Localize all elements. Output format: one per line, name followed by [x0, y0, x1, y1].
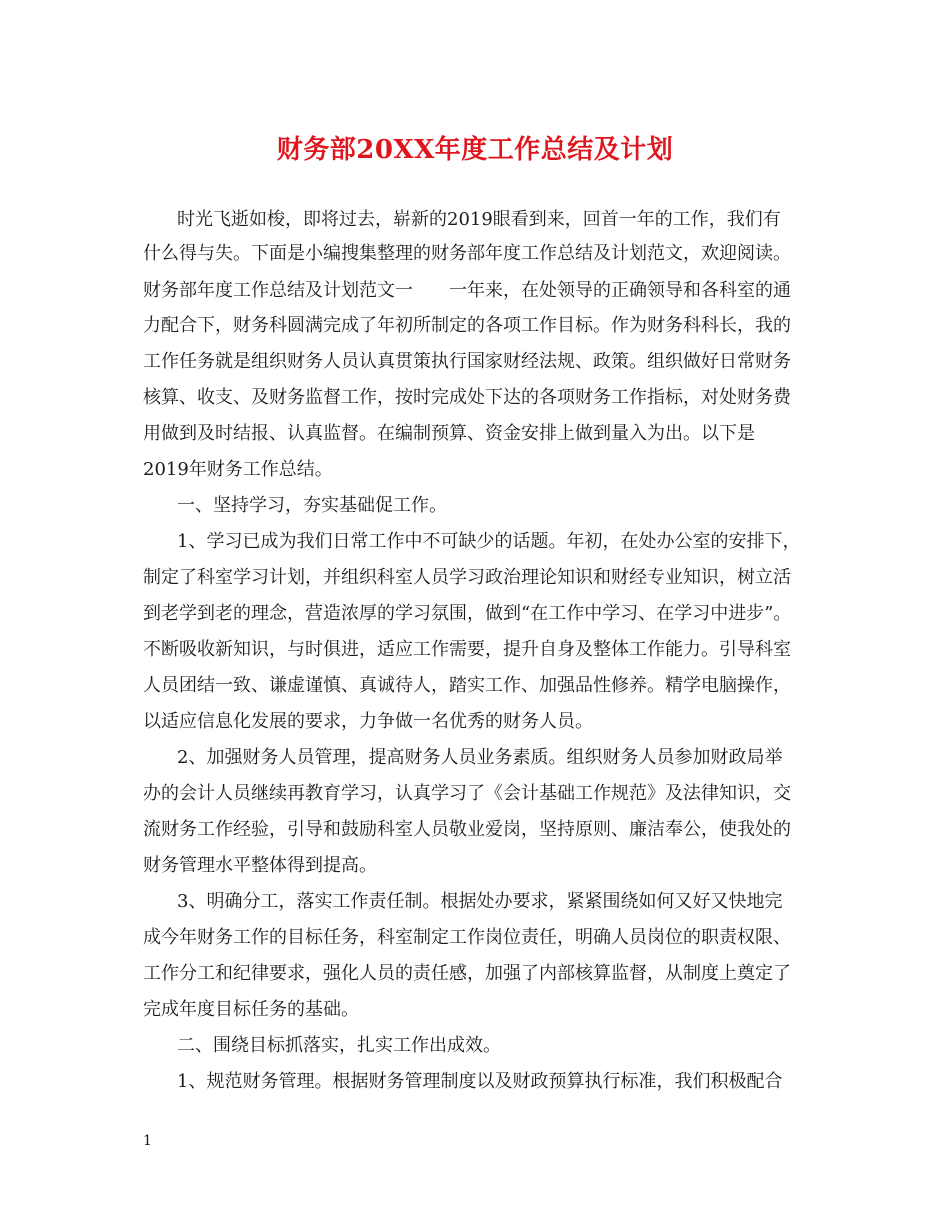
paragraph-line: 完成年度目标任务的基础。	[143, 999, 359, 1020]
paragraph-line: 成今年财务工作的目标任务，科室制定工作岗位责任，明确人员岗位的职责权限、	[143, 927, 791, 948]
paragraph-line: 什么得与失。下面是小编搜集整理的财务部年度工作总结及计划范文，欢迎阅读。	[143, 243, 791, 264]
paragraph-line: 制定了科室学习计划，并组织科室人员学习政治理论知识和财经专业知识，树立活	[143, 567, 791, 588]
paragraph-line: 工作任务就是组织财务人员认真贯策执行国家财经法规、政策。组织做好日常财务	[143, 351, 791, 372]
paragraph-line: 力配合下，财务科圆满完成了年初所制定的各项工作目标。作为财务科科长，我的	[143, 315, 791, 336]
section-heading: 二、围绕目标抓落实，扎实工作出成效。	[177, 1035, 501, 1056]
paragraph-line: 流财务工作经验，引导和鼓励科室人员敬业爱岗，坚持原则、廉洁奉公，使我处的	[143, 819, 791, 840]
paragraph-line: 以适应信息化发展的要求，力争做一名优秀的财务人员。	[143, 711, 593, 732]
paragraph-line: 办的会计人员继续再教育学习，认真学习了《会计基础工作规范》及法律知识，交	[143, 783, 791, 804]
paragraph-line: 财务部年度工作总结及计划范文一 一年来，在处领导的正确领导和各科室的通	[143, 280, 791, 301]
paragraph-line: 2、加强财务人员管理，提高财务人员业务素质。组织财务人员参加财政局举	[177, 747, 783, 768]
paragraph-line: 1、学习已成为我们日常工作中不可缺少的话题。年初，在处办公室的安排下，	[177, 531, 801, 552]
paragraph-line: 1、规范财务管理。根据财务管理制度以及财政预算执行标准，我们积极配合	[177, 1071, 783, 1092]
paragraph-line: 财务管理水平整体得到提高。	[143, 855, 377, 876]
paragraph-line: 2019年财务工作总结。	[143, 459, 333, 480]
paragraph-line: 到老学到老的理念，营造浓厚的学习氛围，做到“在工作中学习、在学习中进步”。	[143, 603, 792, 624]
page-number: 1	[143, 1133, 152, 1149]
paragraph-line: 时光飞逝如梭，即将过去，崭新的2019眼看到来，回首一年的工作，我们有	[177, 209, 781, 230]
paragraph-line: 核算、收支、及财务监督工作，按时完成处下达的各项财务工作指标，对处财务费	[143, 387, 791, 408]
paragraph-line: 工作分工和纪律要求，强化人员的责任感，加强了内部核算监督，从制度上奠定了	[143, 963, 791, 984]
section-heading: 一、坚持学习，夯实基础促工作。	[177, 495, 447, 516]
paragraph-line: 用做到及时结报、认真监督。在编制预算、资金安排上做到量入为出。以下是	[143, 423, 755, 444]
paragraph-line: 3、明确分工，落实工作责任制。根据处办要求，紧紧围绕如何又好又快地完	[177, 891, 783, 912]
paragraph-line: 不断吸收新知识，与时俱进，适应工作需要，提升自身及整体工作能力。引导科室	[143, 639, 791, 660]
paragraph-line: 人员团结一致、谦虚谨慎、真诚待人，踏实工作、加强品性修养。精学电脑操作，	[143, 675, 791, 696]
document-title: 财务部20XX年度工作总结及计划	[276, 135, 674, 165]
